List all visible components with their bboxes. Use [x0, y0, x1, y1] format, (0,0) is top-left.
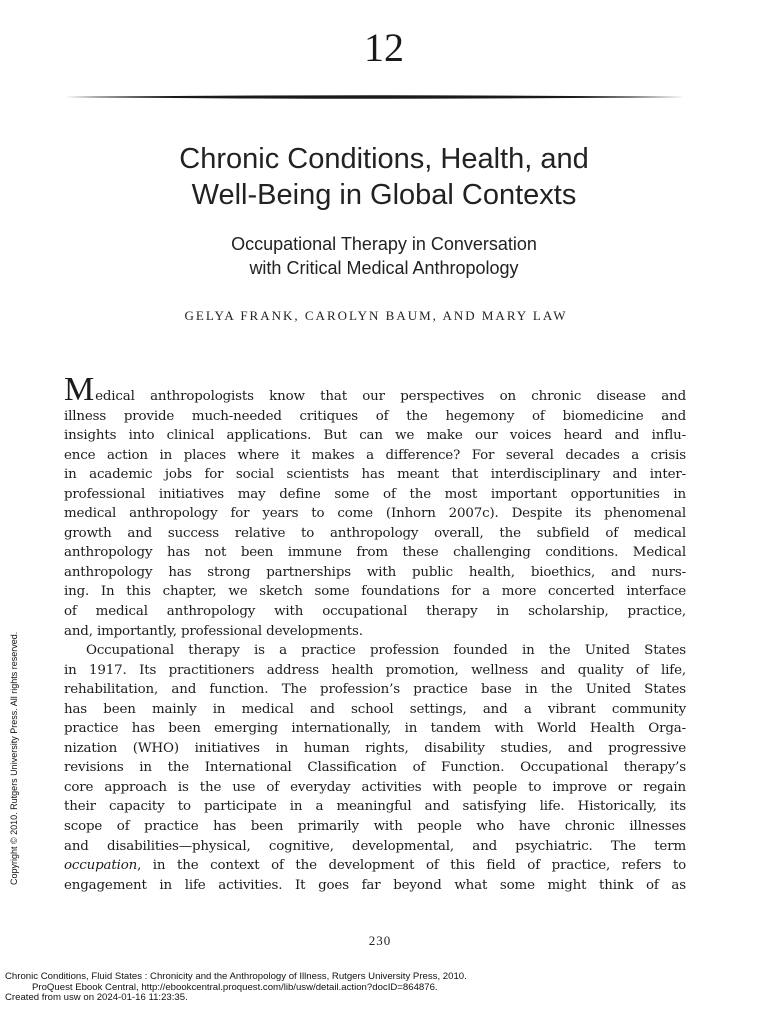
chapter-subtitle-line-2: with Critical Medical Anthropology: [249, 258, 519, 278]
body-line: core approach is the use of everyday activities with people to improve or regain: [64, 779, 686, 795]
body-line: engagement in life activities. It goes far beyond what some might think of as: [64, 877, 686, 893]
chapter-title: [0, 141, 768, 213]
body-line: Occupational therapy is a practice profession founded in the United States: [86, 643, 686, 659]
body-line: nization (WHO) initiatives in human rights, disability studies, and progressive: [64, 740, 686, 756]
body-line: ence action in places where it makes a difference? For several decades a crisis: [64, 447, 686, 463]
body-line: in 1917. Its practitioners address health promotion, wellness and quality of life,: [64, 662, 686, 678]
body-line: illness provide much-needed critiques of the hegemony of biomedicine and: [64, 408, 686, 424]
body-text: [64, 371, 686, 895]
body-line: their capacity to participate in a meaningful and satisfying life. Historically, its: [64, 799, 686, 815]
body-line: Medical anthropologists know that our perspectives on chronic disease and: [64, 371, 686, 408]
footer-created: Created from usw on 2024-01-16 11:23:35.: [5, 992, 188, 1003]
body-line: scope of practice has been primarily with people who have chronic illnesses: [64, 819, 686, 835]
source-footer: [0, 972, 600, 1004]
body-line: in academic jobs for social scientists has meant that interdisciplinary and inter-: [64, 467, 686, 483]
chapter-number: 12: [364, 25, 404, 70]
body-line: and disabilities—physical, cognitive, developmental, and psychiatric. The term: [64, 838, 686, 854]
body-line: anthropology has strong partnerships with public health, bioethics, and nurs-: [64, 564, 686, 580]
body-line: ing. In this chapter, we sketch some foundations for a more concerted interface: [64, 584, 686, 600]
footer-url: ProQuest Ebook Central, http://ebookcentral.proquest.com/lib/usw/detail.action?docID=864876.: [32, 981, 438, 993]
body-line: practice has been emerging internationally, in tandem with World Health Orga-: [64, 721, 686, 737]
italic-term: occupation: [64, 858, 138, 874]
chapter-subtitle-line-1: Occupational Therapy in Conversation: [231, 234, 537, 254]
body-line: medical anthropology for years to come (Inhorn 2007c). Despite its phenomenal: [64, 506, 686, 522]
side-copyright: Copyright © 2010. Rutgers University Press. All rights reserved.: [9, 631, 19, 885]
body-line: and, importantly, professional developments.: [64, 623, 363, 639]
body-line: revisions in the International Classification of Function. Occupational therapy’s: [64, 760, 686, 776]
chapter-subtitle: [0, 232, 768, 280]
footer-citation: Chronic Conditions, Fluid States : Chronicity and the Anthropology of Illness, Rutgers University Press, 2010.: [5, 971, 467, 982]
body-line: anthropology has not been immune from these challenging conditions. Medical: [64, 545, 686, 561]
chapter-title-line-1: Chronic Conditions, Health, and: [179, 143, 589, 175]
chapter-authors: GELYA FRANK, CAROLYN BAUM, AND MARY LAW: [184, 308, 568, 323]
page-number: 230: [368, 933, 392, 948]
drop-cap: M: [64, 371, 95, 408]
body-line: occupation, in the context of the development of this field of practice, refers to: [64, 858, 686, 874]
body-line: has been mainly in medical and school settings, and a vibrant community: [64, 701, 686, 717]
body-line: insights into clinical applications. But can we make our voices heard and influ-: [64, 428, 686, 444]
chapter-title-line-2: Well-Being in Global Contexts: [191, 179, 577, 211]
body-line: rehabilitation, and function. The profession’s practice base in the United States: [64, 682, 686, 698]
body-line: of medical anthropology with occupational therapy in scholarship, practice,: [64, 604, 686, 620]
body-line: growth and success relative to anthropology overall, the subfield of medical: [64, 525, 686, 541]
title-rule: [65, 93, 685, 101]
body-line: professional initiatives may define some of the most important opportunities in: [64, 486, 686, 502]
